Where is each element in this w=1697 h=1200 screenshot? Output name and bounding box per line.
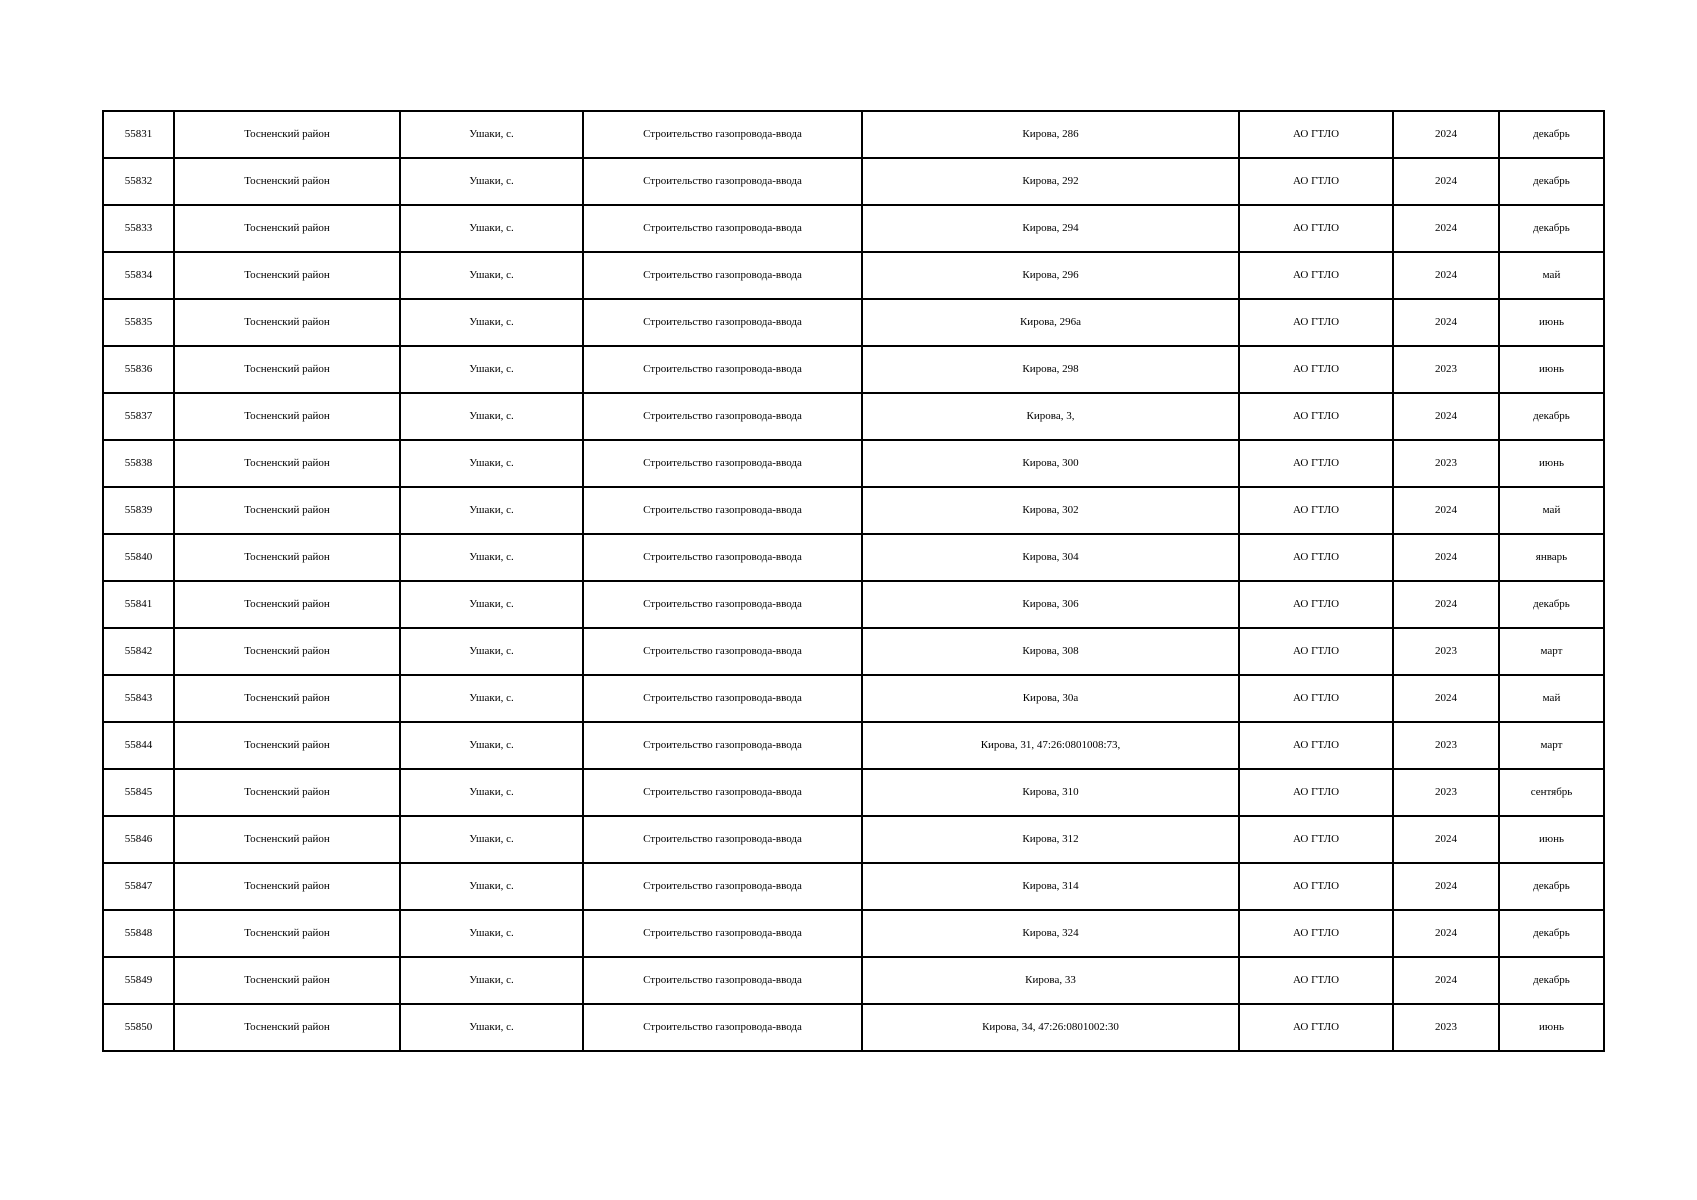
district-cell: Тосненский район [174, 722, 400, 769]
organization-cell: АО ГТЛО [1239, 487, 1393, 534]
locality-cell: Ушаки, с. [400, 299, 583, 346]
address-cell: Кирова, 304 [862, 534, 1239, 581]
organization-cell: АО ГТЛО [1239, 346, 1393, 393]
month-cell: декабрь [1499, 863, 1604, 910]
address-cell: Кирова, 298 [862, 346, 1239, 393]
row-id-cell: 55842 [103, 628, 174, 675]
district-cell: Тосненский район [174, 299, 400, 346]
locality-cell: Ушаки, с. [400, 393, 583, 440]
row-id-cell: 55849 [103, 957, 174, 1004]
address-cell: Кирова, 324 [862, 910, 1239, 957]
month-cell: декабрь [1499, 393, 1604, 440]
month-cell: март [1499, 722, 1604, 769]
month-cell: май [1499, 487, 1604, 534]
month-cell: декабрь [1499, 910, 1604, 957]
work-type-cell: Строительство газопровода-ввода [583, 628, 862, 675]
year-cell: 2024 [1393, 393, 1499, 440]
locality-cell: Ушаки, с. [400, 675, 583, 722]
work-type-cell: Строительство газопровода-ввода [583, 769, 862, 816]
month-cell: декабрь [1499, 111, 1604, 158]
address-cell: Кирова, 286 [862, 111, 1239, 158]
district-cell: Тосненский район [174, 910, 400, 957]
year-cell: 2024 [1393, 816, 1499, 863]
year-cell: 2024 [1393, 534, 1499, 581]
locality-cell: Ушаки, с. [400, 1004, 583, 1051]
locality-cell: Ушаки, с. [400, 252, 583, 299]
address-cell: Кирова, 306 [862, 581, 1239, 628]
locality-cell: Ушаки, с. [400, 111, 583, 158]
month-cell: май [1499, 252, 1604, 299]
organization-cell: АО ГТЛО [1239, 252, 1393, 299]
address-cell: Кирова, 308 [862, 628, 1239, 675]
year-cell: 2024 [1393, 863, 1499, 910]
organization-cell: АО ГТЛО [1239, 863, 1393, 910]
year-cell: 2024 [1393, 158, 1499, 205]
work-type-cell: Строительство газопровода-ввода [583, 158, 862, 205]
month-cell: июнь [1499, 346, 1604, 393]
organization-cell: АО ГТЛО [1239, 628, 1393, 675]
work-type-cell: Строительство газопровода-ввода [583, 534, 862, 581]
work-type-cell: Строительство газопровода-ввода [583, 487, 862, 534]
work-type-cell: Строительство газопровода-ввода [583, 346, 862, 393]
locality-cell: Ушаки, с. [400, 205, 583, 252]
locality-cell: Ушаки, с. [400, 769, 583, 816]
month-cell: сентябрь [1499, 769, 1604, 816]
table-row [103, 863, 1604, 910]
table-row [103, 957, 1604, 1004]
row-id-cell: 55843 [103, 675, 174, 722]
work-type-cell: Строительство газопровода-ввода [583, 722, 862, 769]
table-row [103, 581, 1604, 628]
year-cell: 2023 [1393, 628, 1499, 675]
organization-cell: АО ГТЛО [1239, 534, 1393, 581]
row-id-cell: 55838 [103, 440, 174, 487]
year-cell: 2024 [1393, 910, 1499, 957]
work-type-cell: Строительство газопровода-ввода [583, 111, 862, 158]
table-body [103, 111, 1604, 1051]
address-cell: Кирова, 294 [862, 205, 1239, 252]
table-row [103, 158, 1604, 205]
table-row [103, 1004, 1604, 1051]
address-cell: Кирова, 31, 47:26:0801008:73, [862, 722, 1239, 769]
row-id-cell: 55831 [103, 111, 174, 158]
year-cell: 2024 [1393, 675, 1499, 722]
district-cell: Тосненский район [174, 440, 400, 487]
year-cell: 2023 [1393, 722, 1499, 769]
row-id-cell: 55834 [103, 252, 174, 299]
gas-connection-table [102, 110, 1605, 1052]
table-row [103, 628, 1604, 675]
table-row [103, 487, 1604, 534]
district-cell: Тосненский район [174, 675, 400, 722]
month-cell: июнь [1499, 816, 1604, 863]
district-cell: Тосненский район [174, 393, 400, 440]
row-id-cell: 55835 [103, 299, 174, 346]
locality-cell: Ушаки, с. [400, 581, 583, 628]
work-type-cell: Строительство газопровода-ввода [583, 863, 862, 910]
district-cell: Тосненский район [174, 252, 400, 299]
table-row [103, 534, 1604, 581]
address-cell: Кирова, 292 [862, 158, 1239, 205]
month-cell: декабрь [1499, 957, 1604, 1004]
locality-cell: Ушаки, с. [400, 346, 583, 393]
organization-cell: АО ГТЛО [1239, 957, 1393, 1004]
district-cell: Тосненский район [174, 769, 400, 816]
row-id-cell: 55850 [103, 1004, 174, 1051]
address-cell: Кирова, 300 [862, 440, 1239, 487]
address-cell: Кирова, 312 [862, 816, 1239, 863]
row-id-cell: 55833 [103, 205, 174, 252]
month-cell: декабрь [1499, 581, 1604, 628]
year-cell: 2024 [1393, 299, 1499, 346]
organization-cell: АО ГТЛО [1239, 816, 1393, 863]
month-cell: июнь [1499, 299, 1604, 346]
month-cell: июнь [1499, 440, 1604, 487]
district-cell: Тосненский район [174, 581, 400, 628]
work-type-cell: Строительство газопровода-ввода [583, 299, 862, 346]
organization-cell: АО ГТЛО [1239, 393, 1393, 440]
table-row [103, 346, 1604, 393]
table-row [103, 675, 1604, 722]
locality-cell: Ушаки, с. [400, 487, 583, 534]
locality-cell: Ушаки, с. [400, 910, 583, 957]
month-cell: январь [1499, 534, 1604, 581]
work-type-cell: Строительство газопровода-ввода [583, 440, 862, 487]
organization-cell: АО ГТЛО [1239, 1004, 1393, 1051]
address-cell: Кирова, 314 [862, 863, 1239, 910]
year-cell: 2023 [1393, 1004, 1499, 1051]
work-type-cell: Строительство газопровода-ввода [583, 1004, 862, 1051]
table-row [103, 252, 1604, 299]
month-cell: май [1499, 675, 1604, 722]
work-type-cell: Строительство газопровода-ввода [583, 957, 862, 1004]
work-type-cell: Строительство газопровода-ввода [583, 205, 862, 252]
organization-cell: АО ГТЛО [1239, 722, 1393, 769]
month-cell: декабрь [1499, 158, 1604, 205]
year-cell: 2024 [1393, 957, 1499, 1004]
address-cell: Кирова, 30а [862, 675, 1239, 722]
locality-cell: Ушаки, с. [400, 722, 583, 769]
district-cell: Тосненский район [174, 487, 400, 534]
address-cell: Кирова, 3, [862, 393, 1239, 440]
locality-cell: Ушаки, с. [400, 628, 583, 675]
month-cell: июнь [1499, 1004, 1604, 1051]
year-cell: 2024 [1393, 205, 1499, 252]
row-id-cell: 55844 [103, 722, 174, 769]
document-page [102, 110, 1605, 1052]
year-cell: 2023 [1393, 440, 1499, 487]
organization-cell: АО ГТЛО [1239, 299, 1393, 346]
month-cell: март [1499, 628, 1604, 675]
district-cell: Тосненский район [174, 111, 400, 158]
organization-cell: АО ГТЛО [1239, 769, 1393, 816]
district-cell: Тосненский район [174, 957, 400, 1004]
address-cell: Кирова, 33 [862, 957, 1239, 1004]
table-row [103, 440, 1604, 487]
table-row [103, 205, 1604, 252]
organization-cell: АО ГТЛО [1239, 581, 1393, 628]
district-cell: Тосненский район [174, 1004, 400, 1051]
district-cell: Тосненский район [174, 816, 400, 863]
work-type-cell: Строительство газопровода-ввода [583, 816, 862, 863]
row-id-cell: 55837 [103, 393, 174, 440]
locality-cell: Ушаки, с. [400, 158, 583, 205]
year-cell: 2023 [1393, 346, 1499, 393]
row-id-cell: 55841 [103, 581, 174, 628]
district-cell: Тосненский район [174, 158, 400, 205]
organization-cell: АО ГТЛО [1239, 205, 1393, 252]
organization-cell: АО ГТЛО [1239, 910, 1393, 957]
table-row [103, 299, 1604, 346]
district-cell: Тосненский район [174, 346, 400, 393]
row-id-cell: 55840 [103, 534, 174, 581]
table-row [103, 769, 1604, 816]
work-type-cell: Строительство газопровода-ввода [583, 675, 862, 722]
year-cell: 2023 [1393, 769, 1499, 816]
organization-cell: АО ГТЛО [1239, 111, 1393, 158]
locality-cell: Ушаки, с. [400, 816, 583, 863]
district-cell: Тосненский район [174, 205, 400, 252]
table-row [103, 393, 1604, 440]
row-id-cell: 55836 [103, 346, 174, 393]
locality-cell: Ушаки, с. [400, 440, 583, 487]
work-type-cell: Строительство газопровода-ввода [583, 252, 862, 299]
row-id-cell: 55845 [103, 769, 174, 816]
organization-cell: АО ГТЛО [1239, 440, 1393, 487]
work-type-cell: Строительство газопровода-ввода [583, 910, 862, 957]
address-cell: Кирова, 310 [862, 769, 1239, 816]
table-row [103, 111, 1604, 158]
row-id-cell: 55832 [103, 158, 174, 205]
row-id-cell: 55839 [103, 487, 174, 534]
organization-cell: АО ГТЛО [1239, 158, 1393, 205]
year-cell: 2024 [1393, 111, 1499, 158]
address-cell: Кирова, 34, 47:26:0801002:30 [862, 1004, 1239, 1051]
locality-cell: Ушаки, с. [400, 534, 583, 581]
address-cell: Кирова, 302 [862, 487, 1239, 534]
month-cell: декабрь [1499, 205, 1604, 252]
year-cell: 2024 [1393, 487, 1499, 534]
district-cell: Тосненский район [174, 628, 400, 675]
year-cell: 2024 [1393, 581, 1499, 628]
row-id-cell: 55847 [103, 863, 174, 910]
district-cell: Тосненский район [174, 534, 400, 581]
address-cell: Кирова, 296 [862, 252, 1239, 299]
table-row [103, 910, 1604, 957]
table-row [103, 816, 1604, 863]
table-row [103, 722, 1604, 769]
row-id-cell: 55848 [103, 910, 174, 957]
district-cell: Тосненский район [174, 863, 400, 910]
year-cell: 2024 [1393, 252, 1499, 299]
work-type-cell: Строительство газопровода-ввода [583, 581, 862, 628]
row-id-cell: 55846 [103, 816, 174, 863]
locality-cell: Ушаки, с. [400, 863, 583, 910]
locality-cell: Ушаки, с. [400, 957, 583, 1004]
address-cell: Кирова, 296а [862, 299, 1239, 346]
organization-cell: АО ГТЛО [1239, 675, 1393, 722]
work-type-cell: Строительство газопровода-ввода [583, 393, 862, 440]
